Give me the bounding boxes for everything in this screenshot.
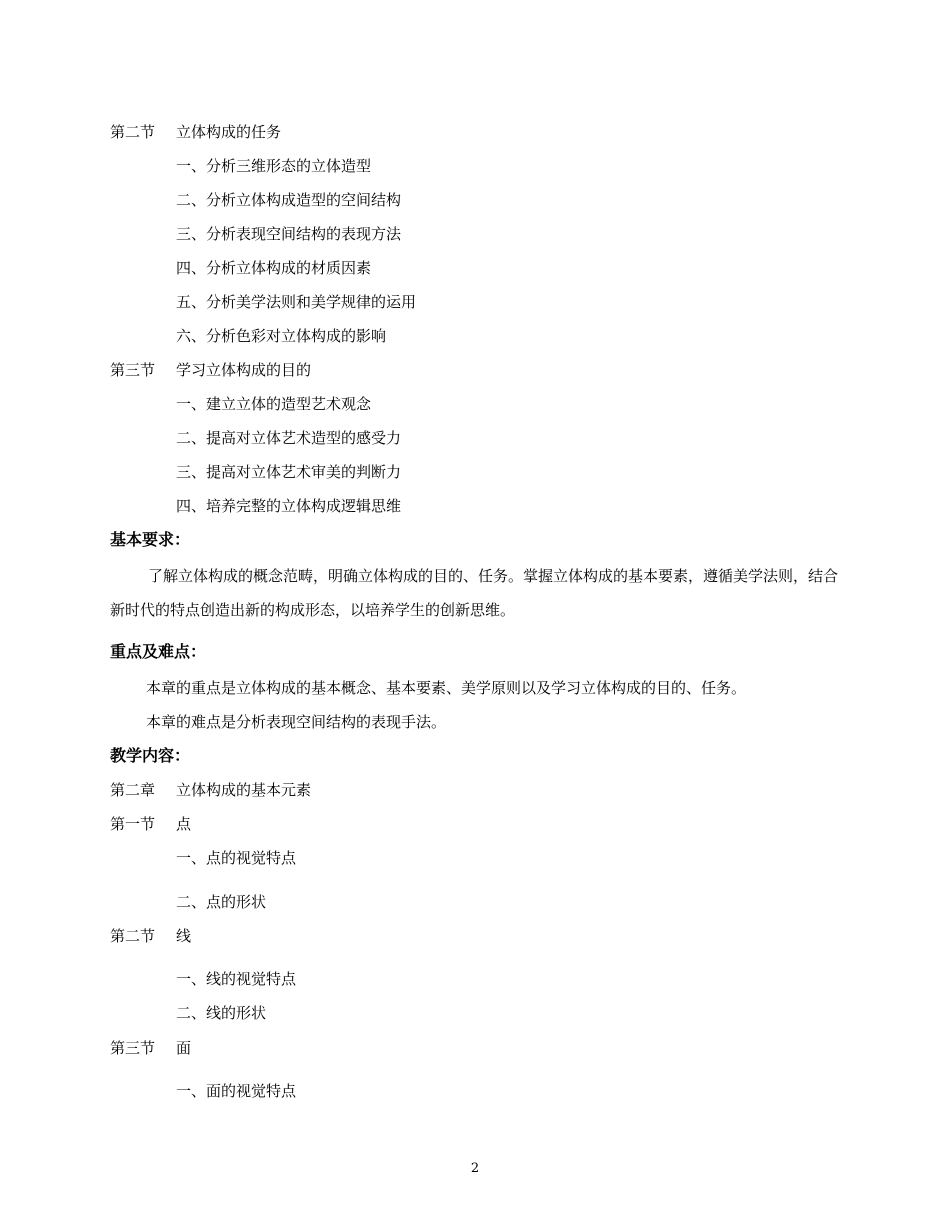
chapter-number: 第二章 bbox=[110, 781, 156, 799]
requirements-paragraph: 了解立体构成的概念范畴，明确立体构成的目的、任务。掌握立体构成的基本要素，遵循美学法则，结合新时代的特点创造出新的构成形态，以培养学生的创新思维。 bbox=[110, 567, 839, 619]
list-item: 一、分析三维形态的立体造型 bbox=[176, 157, 372, 175]
list-item: 一、面的视觉特点 bbox=[176, 1082, 297, 1100]
list-item: 四、培养完整的立体构成逻辑思维 bbox=[176, 497, 402, 515]
section-title: 立体构成的任务 bbox=[176, 123, 282, 141]
section-title: 面 bbox=[176, 1039, 192, 1057]
section-title: 学习立体构成的目的 bbox=[176, 361, 312, 379]
list-item: 三、提高对立体艺术审美的判断力 bbox=[176, 463, 402, 481]
list-item: 一、点的视觉特点 bbox=[176, 849, 297, 867]
list-item: 二、分析立体构成造型的空间结构 bbox=[176, 191, 402, 209]
requirements-heading: 基本要求： bbox=[110, 530, 191, 549]
list-item: 五、分析美学法则和美学规律的运用 bbox=[176, 293, 417, 311]
difficulty-paragraph: 本章的难点是分析表现空间结构的表现手法。 bbox=[146, 713, 447, 731]
section-number: 第二节 bbox=[110, 123, 156, 141]
section-title: 线 bbox=[176, 927, 192, 945]
list-item: 三、分析表现空间结构的表现方法 bbox=[176, 225, 402, 243]
list-item: 二、提高对立体艺术造型的感受力 bbox=[176, 429, 402, 447]
key-points-heading: 重点及难点： bbox=[110, 642, 207, 661]
section-heading bbox=[110, 814, 191, 834]
list-item: 一、建立立体的造型艺术观念 bbox=[176, 395, 372, 413]
focus-paragraph: 本章的重点是立体构成的基本概念、基本要素、美学原则以及学习立体构成的目的、任务。 bbox=[146, 679, 747, 697]
section-heading bbox=[110, 360, 311, 380]
section-number: 第一节 bbox=[110, 815, 156, 833]
list-item: 四、分析立体构成的材质因素 bbox=[176, 259, 372, 277]
list-item: 二、点的形状 bbox=[176, 893, 267, 911]
section-number: 第三节 bbox=[110, 361, 156, 379]
chapter-title: 立体构成的基本元素 bbox=[176, 781, 312, 799]
chapter-heading bbox=[110, 780, 311, 800]
page-number: 2 bbox=[470, 1161, 480, 1176]
content-heading: 教学内容： bbox=[110, 746, 191, 765]
list-item: 六、分析色彩对立体构成的影响 bbox=[176, 327, 387, 345]
section-heading bbox=[110, 926, 191, 946]
section-number: 第三节 bbox=[110, 1039, 156, 1057]
section-title: 点 bbox=[176, 815, 192, 833]
list-item: 一、线的视觉特点 bbox=[176, 970, 297, 988]
section-heading bbox=[110, 122, 281, 142]
list-item: 二、线的形状 bbox=[176, 1004, 267, 1022]
section-number: 第二节 bbox=[110, 927, 156, 945]
section-heading bbox=[110, 1038, 191, 1058]
